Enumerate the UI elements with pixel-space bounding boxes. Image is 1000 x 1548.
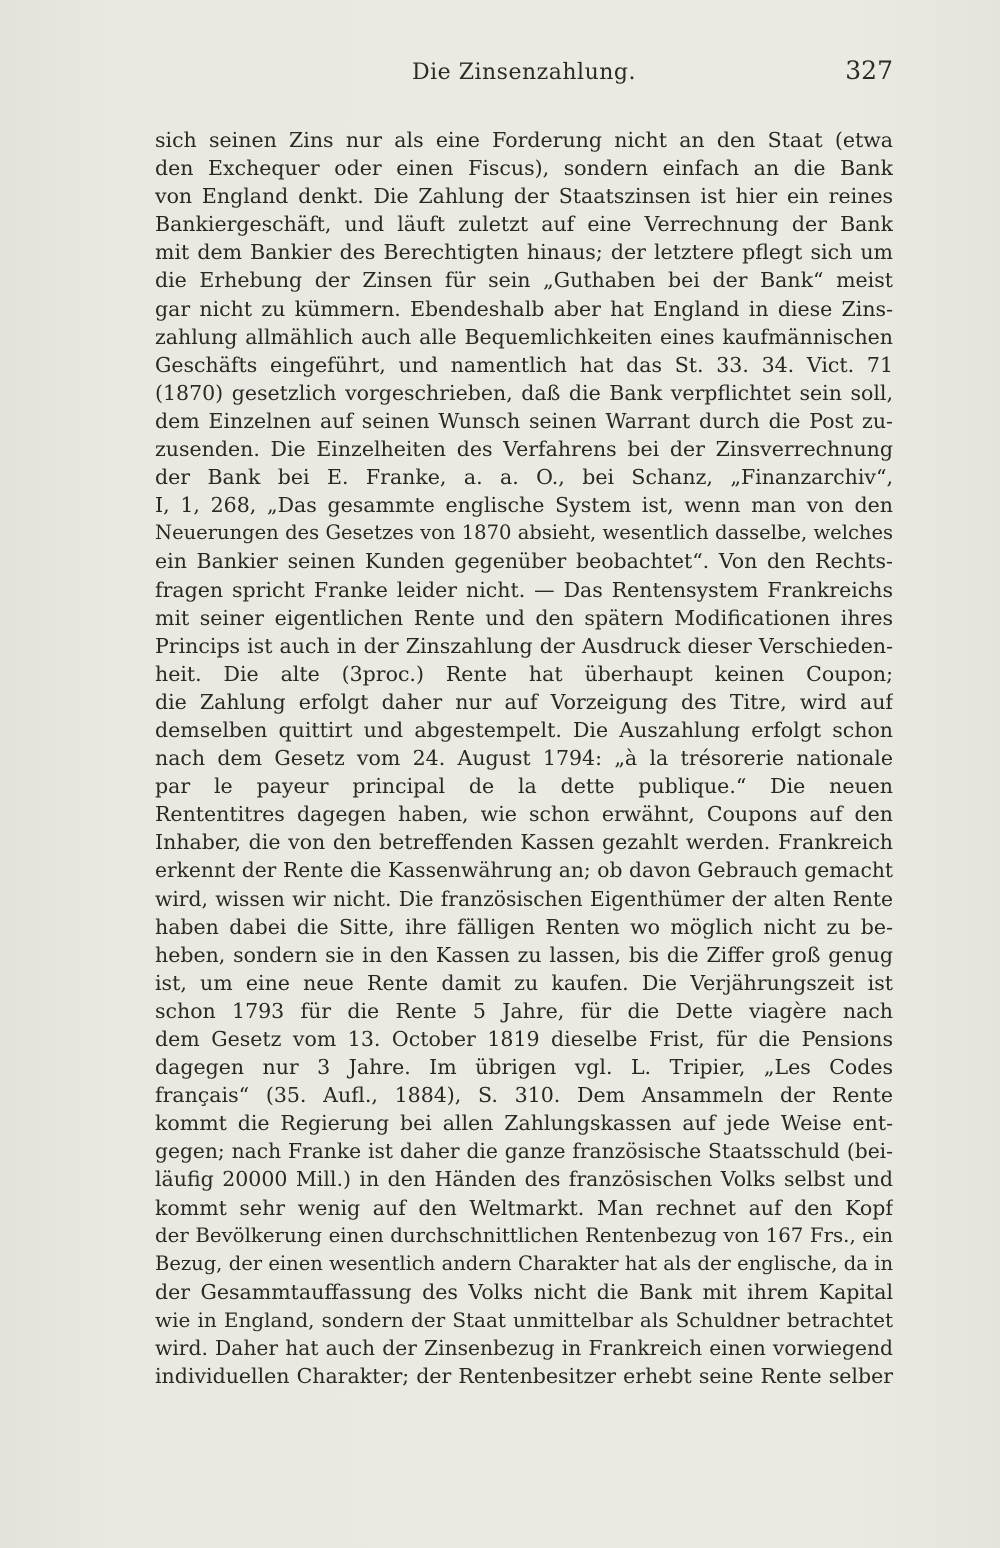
text-line: (1870) gesetzlich vorgeschrieben, daß die Bank verpflichtet sein soll,	[155, 380, 893, 405]
text-line: erkennt der Rente die Kassenwährung an; ob davon Gebrauch gemacht	[155, 858, 893, 883]
text-line: heben, sondern sie in den Kassen zu lassen, bis die Ziffer groß genug	[155, 942, 893, 967]
running-title: Die Zinsenzahlung.	[412, 60, 636, 85]
text-line: individuellen Charakter; der Rentenbesitzer erhebt seine Rente selber	[155, 1364, 893, 1389]
text-line: von England denkt. Die Zahlung der Staatszinsen ist hier ein reines	[155, 184, 893, 209]
text-line: dem Gesetz vom 13. October 1819 dieselbe Frist, für die Pensions	[155, 1027, 893, 1051]
text-line: heit. Die alte (3proc.) Rente hat überhaupt keinen Coupon;	[155, 661, 893, 686]
text-line: kommt sehr wenig auf den Weltmarkt. Man rechnet auf den Kopf	[155, 1195, 893, 1220]
text-line: der Bank bei E. Franke, a. a. O., bei Schanz, „Finanzarchiv“,	[155, 465, 893, 490]
text-line: läufig 20000 Mill.) in den Händen des französischen Volks selbst und	[155, 1167, 893, 1192]
text-line: gar nicht zu kümmern. Ebendeshalb aber hat England in diese Zins-	[155, 296, 893, 321]
text-line: fragen spricht Franke leider nicht. — Das Rentensystem Frankreichs	[155, 577, 893, 602]
text-line: I, 1, 268, „Das gesammte englische System ist, wenn man von den	[155, 493, 893, 518]
text-line: Rententitres dagegen haben, wie schon erwähnt, Coupons auf den	[155, 802, 893, 827]
text-line: die Erhebung der Zinsen für sein „Guthaben bei der Bank“ meist	[155, 268, 893, 293]
text-line: haben dabei die Sitte, ihre fälligen Renten wo möglich nicht zu be-	[155, 914, 893, 939]
text-line: die Zahlung erfolgt daher nur auf Vorzeigung des Titre, wird auf	[155, 689, 893, 714]
text-line: ist, um eine neue Rente damit zu kaufen. Die Verjährungszeit ist	[155, 970, 893, 995]
text-line: zusenden. Die Einzelheiten des Verfahrens bei der Zinsverrechnung	[155, 437, 893, 462]
text-line: Bankiergeschäft, und läuft zuletzt auf eine Verrechnung der Bank	[155, 212, 893, 237]
text-line: dagegen nur 3 Jahre. Im übrigen vgl. L. Tripier, „Les Codes	[155, 1055, 893, 1080]
text-line: Bezug, der einen wesentlich andern Charakter hat als der englische, da in	[155, 1251, 893, 1275]
text-line: wird, wissen wir nicht. Die französischen Eigenthümer der alten Rente	[155, 886, 893, 911]
text-line: sich seinen Zins nur als eine Forderung nicht an den Staat (etwa	[155, 128, 893, 152]
text-line: mit dem Bankier des Berechtigten hinaus; der letztere pflegt sich um	[155, 240, 893, 265]
text-line: gegen; nach Franke ist daher die ganze französische Staatsschuld (bei-	[155, 1139, 893, 1164]
text-line: Inhaber, die von den betreffenden Kassen gezahlt werden. Frankreich	[155, 830, 893, 855]
text-line: mit seiner eigentlichen Rente und den spätern Modificationen ihres	[155, 605, 893, 630]
text-line: den Exchequer oder einen Fiscus), sondern einfach an die Bank	[155, 156, 893, 181]
text-line: ein Bankier seinen Kunden gegenüber beobachtet“. Von den Rechts-	[155, 549, 893, 574]
text-line: Geschäfts eingeführt, und namentlich hat das St. 33. 34. Vict. 71	[155, 352, 893, 377]
page-number: 327	[845, 56, 893, 85]
page-header	[155, 56, 893, 96]
body-text	[155, 126, 893, 1390]
text-line: der Gesammtauffassung des Volks nicht die Bank mit ihrem Kapital	[155, 1279, 893, 1304]
text-line: français“ (35. Aufl., 1884), S. 310. Dem Ansammeln der Rente	[155, 1083, 893, 1108]
text-line: kommt die Regierung bei allen Zahlungskassen auf jede Weise ent-	[155, 1111, 893, 1136]
text-line: Princips ist auch in der Zinszahlung der Ausdruck dieser Verschieden-	[155, 633, 893, 658]
text-line: dem Einzelnen auf seinen Wunsch seinen Warrant durch die Post zu-	[155, 408, 893, 433]
text-line: der Bevölkerung einen durchschnittlichen Rentenbezug von 167 Frs., ein	[155, 1223, 893, 1247]
text-line: wie in England, sondern der Staat unmittelbar als Schuldner betrachtet	[155, 1307, 893, 1332]
text-line: nach dem Gesetz vom 24. August 1794: „à la trésorerie nationale	[155, 746, 893, 771]
text-line: demselben quittirt und abgestempelt. Die Auszahlung erfolgt schon	[155, 717, 893, 742]
text-line: zahlung allmählich auch alle Bequemlichkeiten eines kaufmännischen	[155, 324, 893, 349]
text-line: Neuerungen des Gesetzes von 1870 absieht, wesentlich dasselbe, welches	[155, 521, 893, 545]
text-line: schon 1793 für die Rente 5 Jahre, für die Dette viagère nach	[155, 998, 893, 1023]
text-line: wird. Daher hat auch der Zinsenbezug in Frankreich einen vorwiegend	[155, 1336, 893, 1361]
text-line: par le payeur principal de la dette publique.“ Die neuen	[155, 774, 893, 799]
